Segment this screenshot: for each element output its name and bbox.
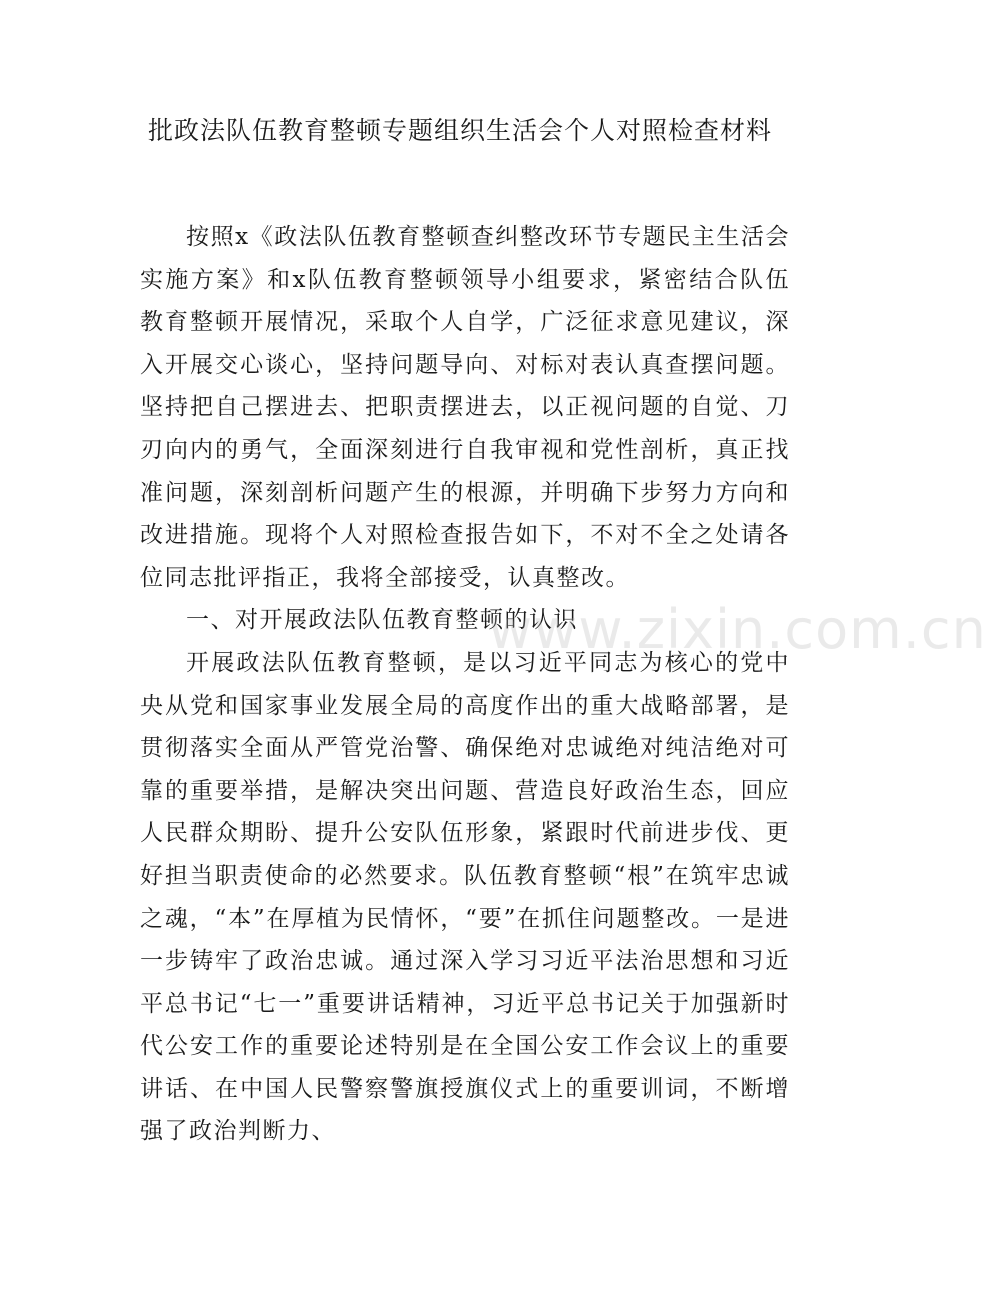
intro-paragraph: 按照x《政法队伍教育整顿查纠整改环节专题民主生活会实施方案》和x队伍教育整顿领导小组要求，紧密结合队伍教育整顿开展情况，采取个人自学，广泛征求意见建议，深入开展交心谈心，坚持问题导向、对标对表认真查摆问题。坚持把自己摆进去、把职责摆进去，以正视问题的自觉、刀刃向内的勇气，全面深刻进行自我审视和党性剖析，真正找准问题，深刻剖析问题产生的根源，并明确下步努力方向和改进措施。现将个人对照检查报告如下，不对不全之处请各位同志批评指正，我将全部接受，认真整改。 [140,224,790,591]
site-watermark: www.zixin.com.cn [488,598,987,661]
section-heading: 一、对开展政法队伍教育整顿的认识 [186,607,578,634]
section-paragraph: 开展政法队伍教育整顿，是以习近平同志为核心的党中央从党和国家事业发展全局的高度作出的重大战略部署，是贯彻落实全面从严管党治警、确保绝对忠诚绝对纯洁绝对可靠的重要举措，是解决突出问题、营造良好政治生态，回应人民群众期盼、提升公安队伍形象，紧跟时代前进步伐、更好担当职责使命的必然要求。队伍教育整顿“根”在筑牢忠诚之魂，“本”在厚植为民情怀，“要”在抓住问题整改。一是进一步铸牢了政治忠诚。通过深入学习习近平法治思想和习近平总书记“七一”重要讲话精神，习近平总书记关于加强新时代公安工作的重要论述特别是在全国公安工作会议上的重要讲话、在中国人民警察警旗授旗仪式上的重要训词，不断增强了政治判断力、 [140,649,790,1145]
document-title: 批政法队伍教育整顿专题组织生活会个人对照检查材料 [147,116,772,145]
document-body [140,216,790,1153]
